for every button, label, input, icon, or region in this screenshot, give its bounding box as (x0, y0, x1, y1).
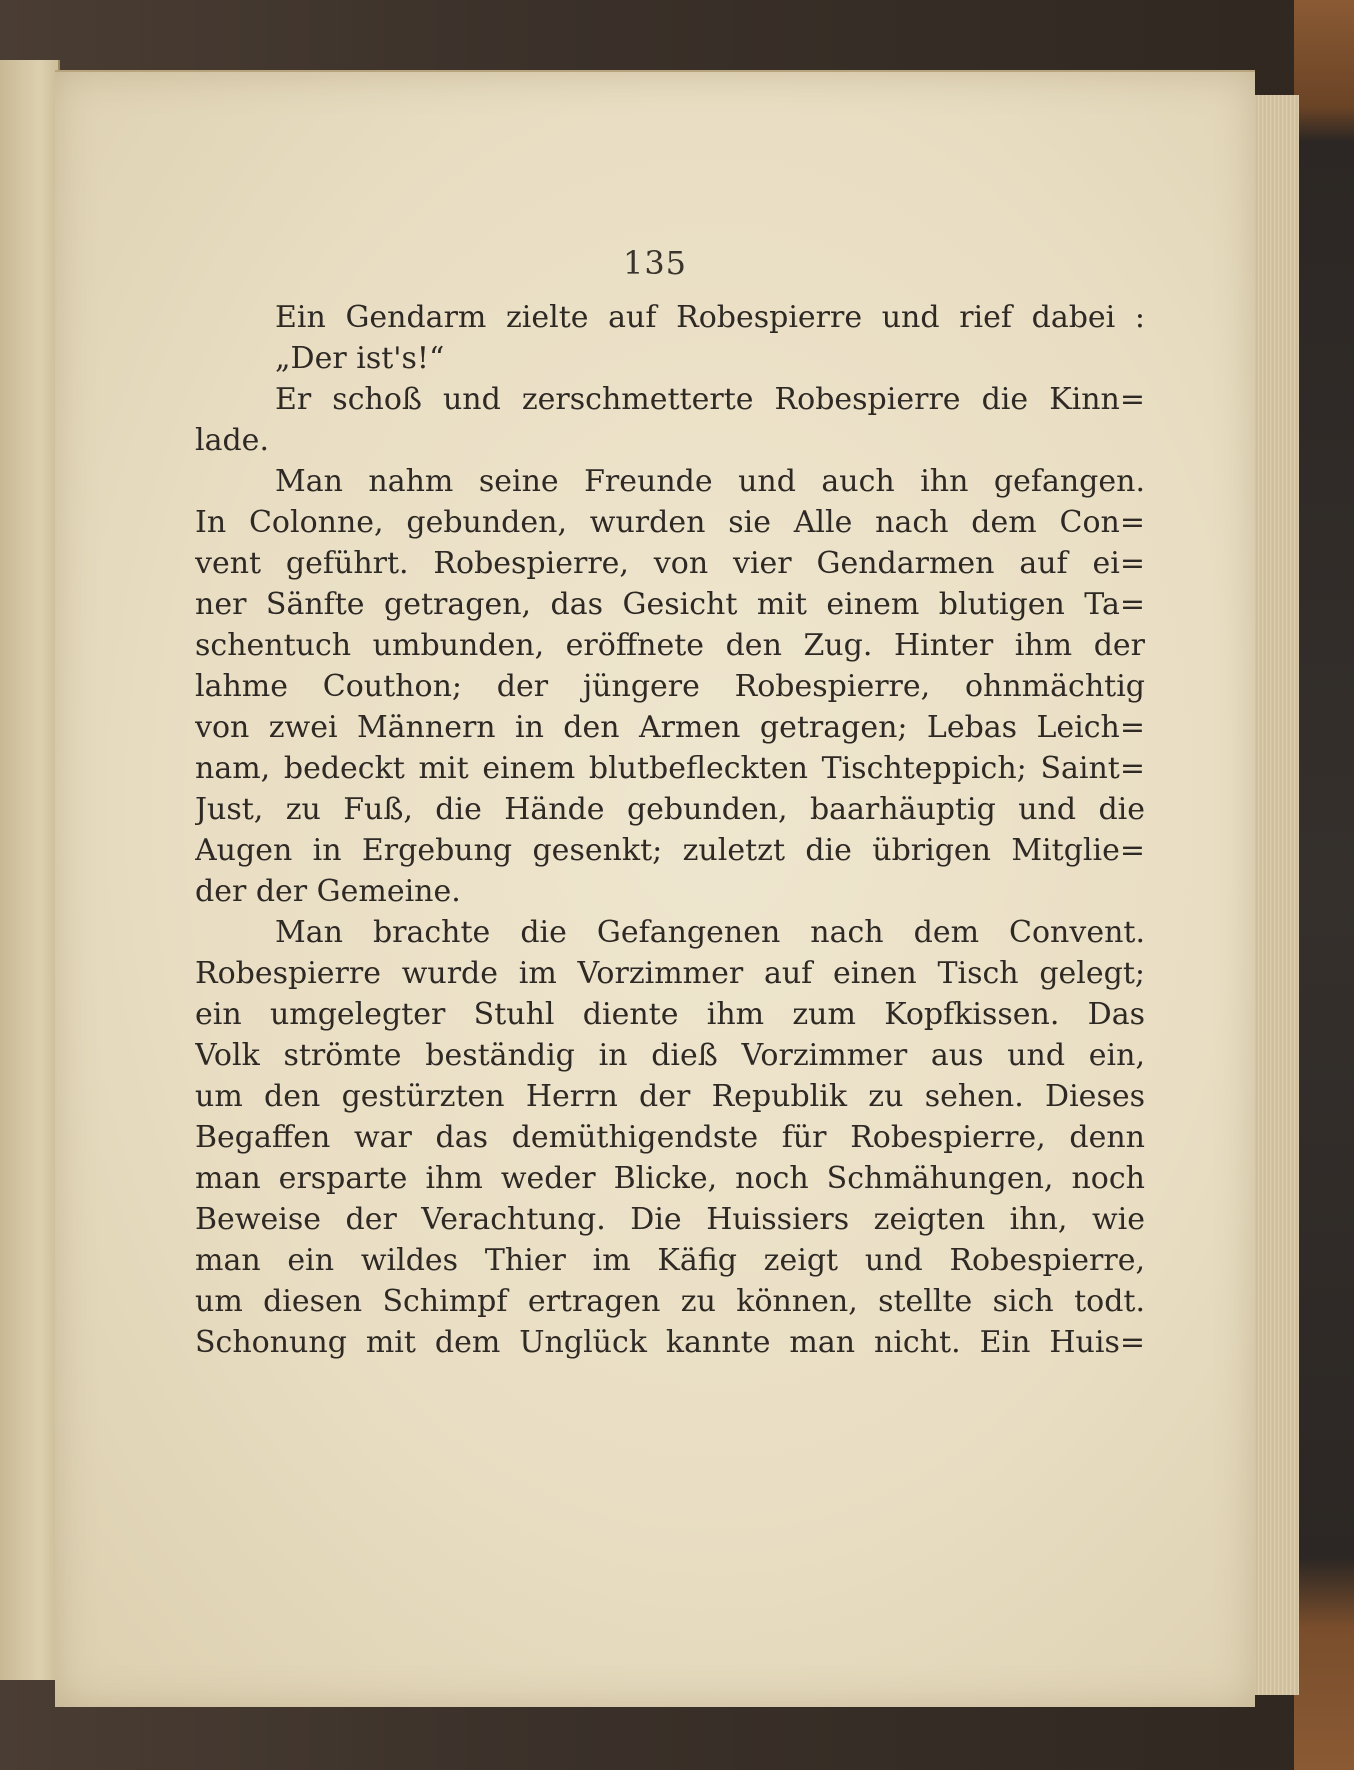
text-line: lahme Couthon; der jüngere Robespierre, ohnmächtig (195, 669, 1145, 704)
text-line: In Colonne, gebunden, wurden sie Alle nach dem Con= (195, 505, 1145, 540)
previous-page-edge (0, 60, 60, 1680)
text-line: schentuch umbunden, eröffnete den Zug. Hinter ihm der (195, 628, 1145, 663)
text-line: man ein wildes Thier im Käfig zeigt und Robespierre, (195, 1243, 1145, 1278)
text-line: „Der ist's!“ (275, 341, 445, 376)
text-line: ein umgelegter Stuhl diente ihm zum Kopfkissen. Das (195, 997, 1145, 1032)
page-text (195, 297, 1145, 1363)
text-line: Volk strömte beständig in dieß Vorzimmer aus und ein, (195, 1038, 1145, 1073)
text-line: Just, zu Fuß, die Hände gebunden, baarhäuptig und die (195, 792, 1145, 827)
text-line: um diesen Schimpf ertragen zu können, stellte sich todt. (195, 1284, 1145, 1319)
text-line: Ein Gendarm zielte auf Robespierre und rief dabei : (275, 300, 1145, 335)
text-line: Man nahm seine Freunde und auch ihn gefangen. (275, 464, 1145, 499)
text-line: vent geführt. Robespierre, von vier Gendarmen auf ei= (195, 546, 1145, 581)
text-line: um den gestürzten Herrn der Republik zu sehen. Dieses (195, 1079, 1145, 1114)
text-line: nam, bedeckt mit einem blutbefleckten Tischteppich; Saint= (195, 751, 1145, 786)
text-line: von zwei Männern in den Armen getragen; Lebas Leich= (195, 710, 1145, 745)
page-number: 135 (622, 244, 688, 282)
page-stack-edge (1250, 95, 1299, 1695)
text-line: Robespierre wurde im Vorzimmer auf einen Tisch gelegt; (195, 956, 1145, 991)
text-line: man ersparte ihm weder Blicke, noch Schmähungen, noch (195, 1161, 1145, 1196)
text-line: Augen in Ergebung gesenkt; zuletzt die übrigen Mitglie= (195, 833, 1145, 868)
text-line: Schonung mit dem Unglück kannte man nicht. Ein Huis= (195, 1325, 1145, 1360)
text-line: Er schoß und zerschmetterte Robespierre die Kinn= (275, 382, 1145, 417)
book-page (55, 70, 1255, 1707)
text-line: Man brachte die Gefangenen nach dem Convent. (275, 915, 1145, 950)
text-line: lade. (195, 423, 269, 458)
text-line: ner Sänfte getragen, das Gesicht mit einem blutigen Ta= (195, 587, 1145, 622)
text-line: Beweise der Verachtung. Die Huissiers zeigten ihn, wie (195, 1202, 1145, 1237)
text-line: Begaffen war das demüthigendste für Robespierre, denn (195, 1120, 1145, 1155)
book-binding-edge (1294, 0, 1354, 1770)
text-line: der der Gemeine. (195, 874, 461, 909)
